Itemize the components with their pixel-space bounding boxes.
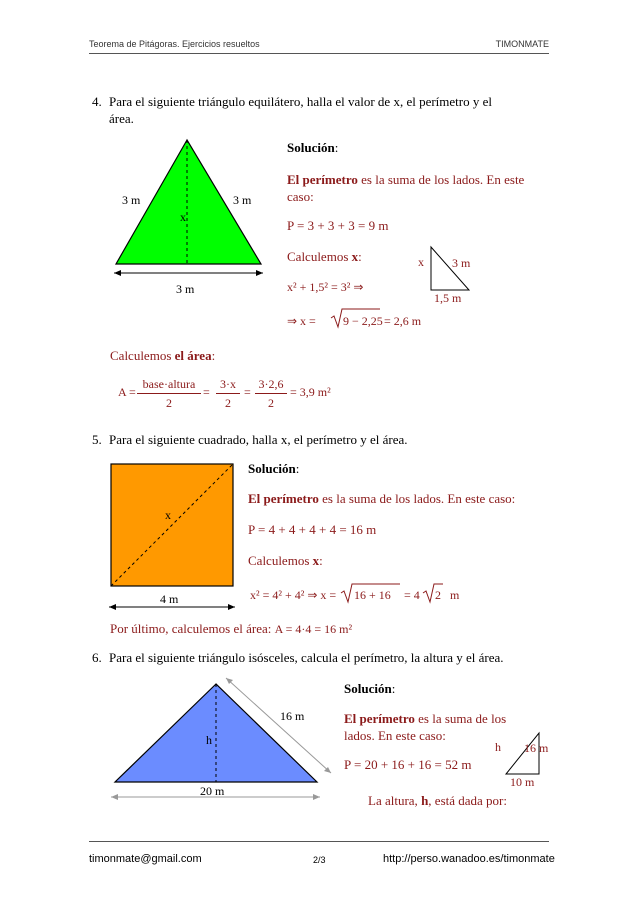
footer-url: http://perso.wanadoo.es/timonmate — [383, 853, 555, 865]
ex4-small-base: 1,5 m — [434, 291, 462, 305]
ex5-equation-mid: = 4 — [404, 588, 420, 602]
ex4-side-right-label: 3 m — [233, 193, 252, 207]
ex5-calc-x: Calculemos x: — [248, 553, 323, 568]
ex4-height-label: x — [180, 210, 186, 224]
ex4-perimeter-text-2: caso: — [287, 189, 314, 204]
ex4-perimeter-eq: P = 3 + 3 + 3 = 9 m — [287, 218, 389, 233]
ex4-frac2-den: 2 — [225, 396, 231, 410]
ex6-small-hyp: 16 m — [524, 741, 549, 755]
ex4-side-left-label: 3 m — [122, 193, 141, 207]
ex4-equation-2-radicand: 9 − 2,25 — [343, 314, 383, 328]
ex5-number: 5. — [92, 432, 102, 447]
ex6-perimeter-text-2: lados. En este caso: — [344, 728, 446, 743]
ex6-perimeter-eq: P = 20 + 16 + 16 = 52 m — [344, 757, 472, 772]
footer-email: timonmate@gmail.com — [89, 853, 202, 865]
ex6-altura-line: La altura, h, está dada por: — [368, 793, 507, 808]
ex4-frac2-bar — [216, 393, 240, 394]
ex4-frac2-num: 3·x — [220, 377, 236, 391]
ex4-number: 4. — [92, 94, 102, 109]
ex6-small-base: 10 m — [510, 775, 535, 789]
ex4-perimeter-text: El perímetro es la suma de los lados. En este — [287, 172, 525, 187]
ex6-base-label: 20 m — [200, 784, 225, 798]
ex5-side-label: 4 m — [160, 592, 179, 606]
ex5-statement: Para el siguiente cuadrado, halla x, el perímetro y el área. — [109, 432, 408, 447]
ex6-small-h: h — [495, 740, 501, 754]
ex5-area-line: Por último, calculemos el área: A = 4·4 = 16 m² — [110, 621, 353, 636]
ex4-solucion: Solución: — [287, 140, 339, 155]
ex5-equation-pre: x² = 4² + 4² ⇒ x = — [250, 588, 337, 602]
ex4-equation-2-post: = 2,6 m — [384, 314, 422, 328]
ex5-equation-radicand: 16 + 16 — [354, 588, 391, 602]
ex4-frac3-den: 2 — [268, 396, 274, 410]
ex4-statement-2: área. — [109, 111, 134, 126]
ex5-diagonal-label: x — [165, 508, 171, 522]
ex4-frac3-bar — [255, 393, 287, 394]
footer-rule — [89, 841, 549, 842]
ex6-solucion: Solución: — [344, 681, 396, 696]
ex4-small-x: x — [418, 255, 424, 269]
ex4-frac1-bar — [137, 393, 201, 394]
ex4-base-label: 3 m — [176, 282, 195, 296]
ex6-perimeter-text: El perímetro es la suma de los — [344, 711, 507, 726]
ex4-statement-1: Para el siguiente triángulo equilátero, halla el valor de x, el perímetro y el — [109, 94, 492, 109]
header-brand: TIMONMATE — [495, 39, 549, 49]
ex5-perimeter-eq: P = 4 + 4 + 4 + 4 = 16 m — [248, 522, 377, 537]
ex5-equation-post: m — [450, 588, 460, 602]
ex4-calc-x: Calculemos x: — [287, 249, 362, 264]
ex6-statement: Para el siguiente triángulo isósceles, calcula el perímetro, la altura y el área. — [109, 650, 504, 665]
ex4-frac1-num: base·altura — [142, 377, 196, 391]
ex4-area-A: A = — [118, 385, 136, 399]
footer-page-number: 2/3 — [313, 855, 326, 865]
ex4-frac1-den: 2 — [166, 396, 172, 410]
ex4-small-hyp: 3 m — [452, 256, 471, 270]
ex5-equation-radicand-2: 2 — [435, 588, 441, 602]
ex4-area-label: Calculemos el área: — [110, 348, 216, 363]
ex6-number: 6. — [92, 650, 102, 665]
header-title: Teorema de Pitágoras. Ejercicios resueltos — [89, 39, 260, 49]
ex4-equation-1: x² + 1,5² = 3² ⇒ — [287, 280, 364, 294]
ex6-side-label: 16 m — [280, 709, 305, 723]
ex4-equation-2-pre: ⇒ x = — [287, 314, 316, 328]
ex5-solucion: Solución: — [248, 461, 300, 476]
ex4-area-result: = 3,9 m² — [290, 385, 331, 399]
ex5-perimeter-text: El perímetro es la suma de los lados. En este caso: — [248, 491, 516, 506]
ex4-frac3-num: 3·2,6 — [258, 377, 284, 391]
ex6-height-label: h — [206, 733, 212, 747]
